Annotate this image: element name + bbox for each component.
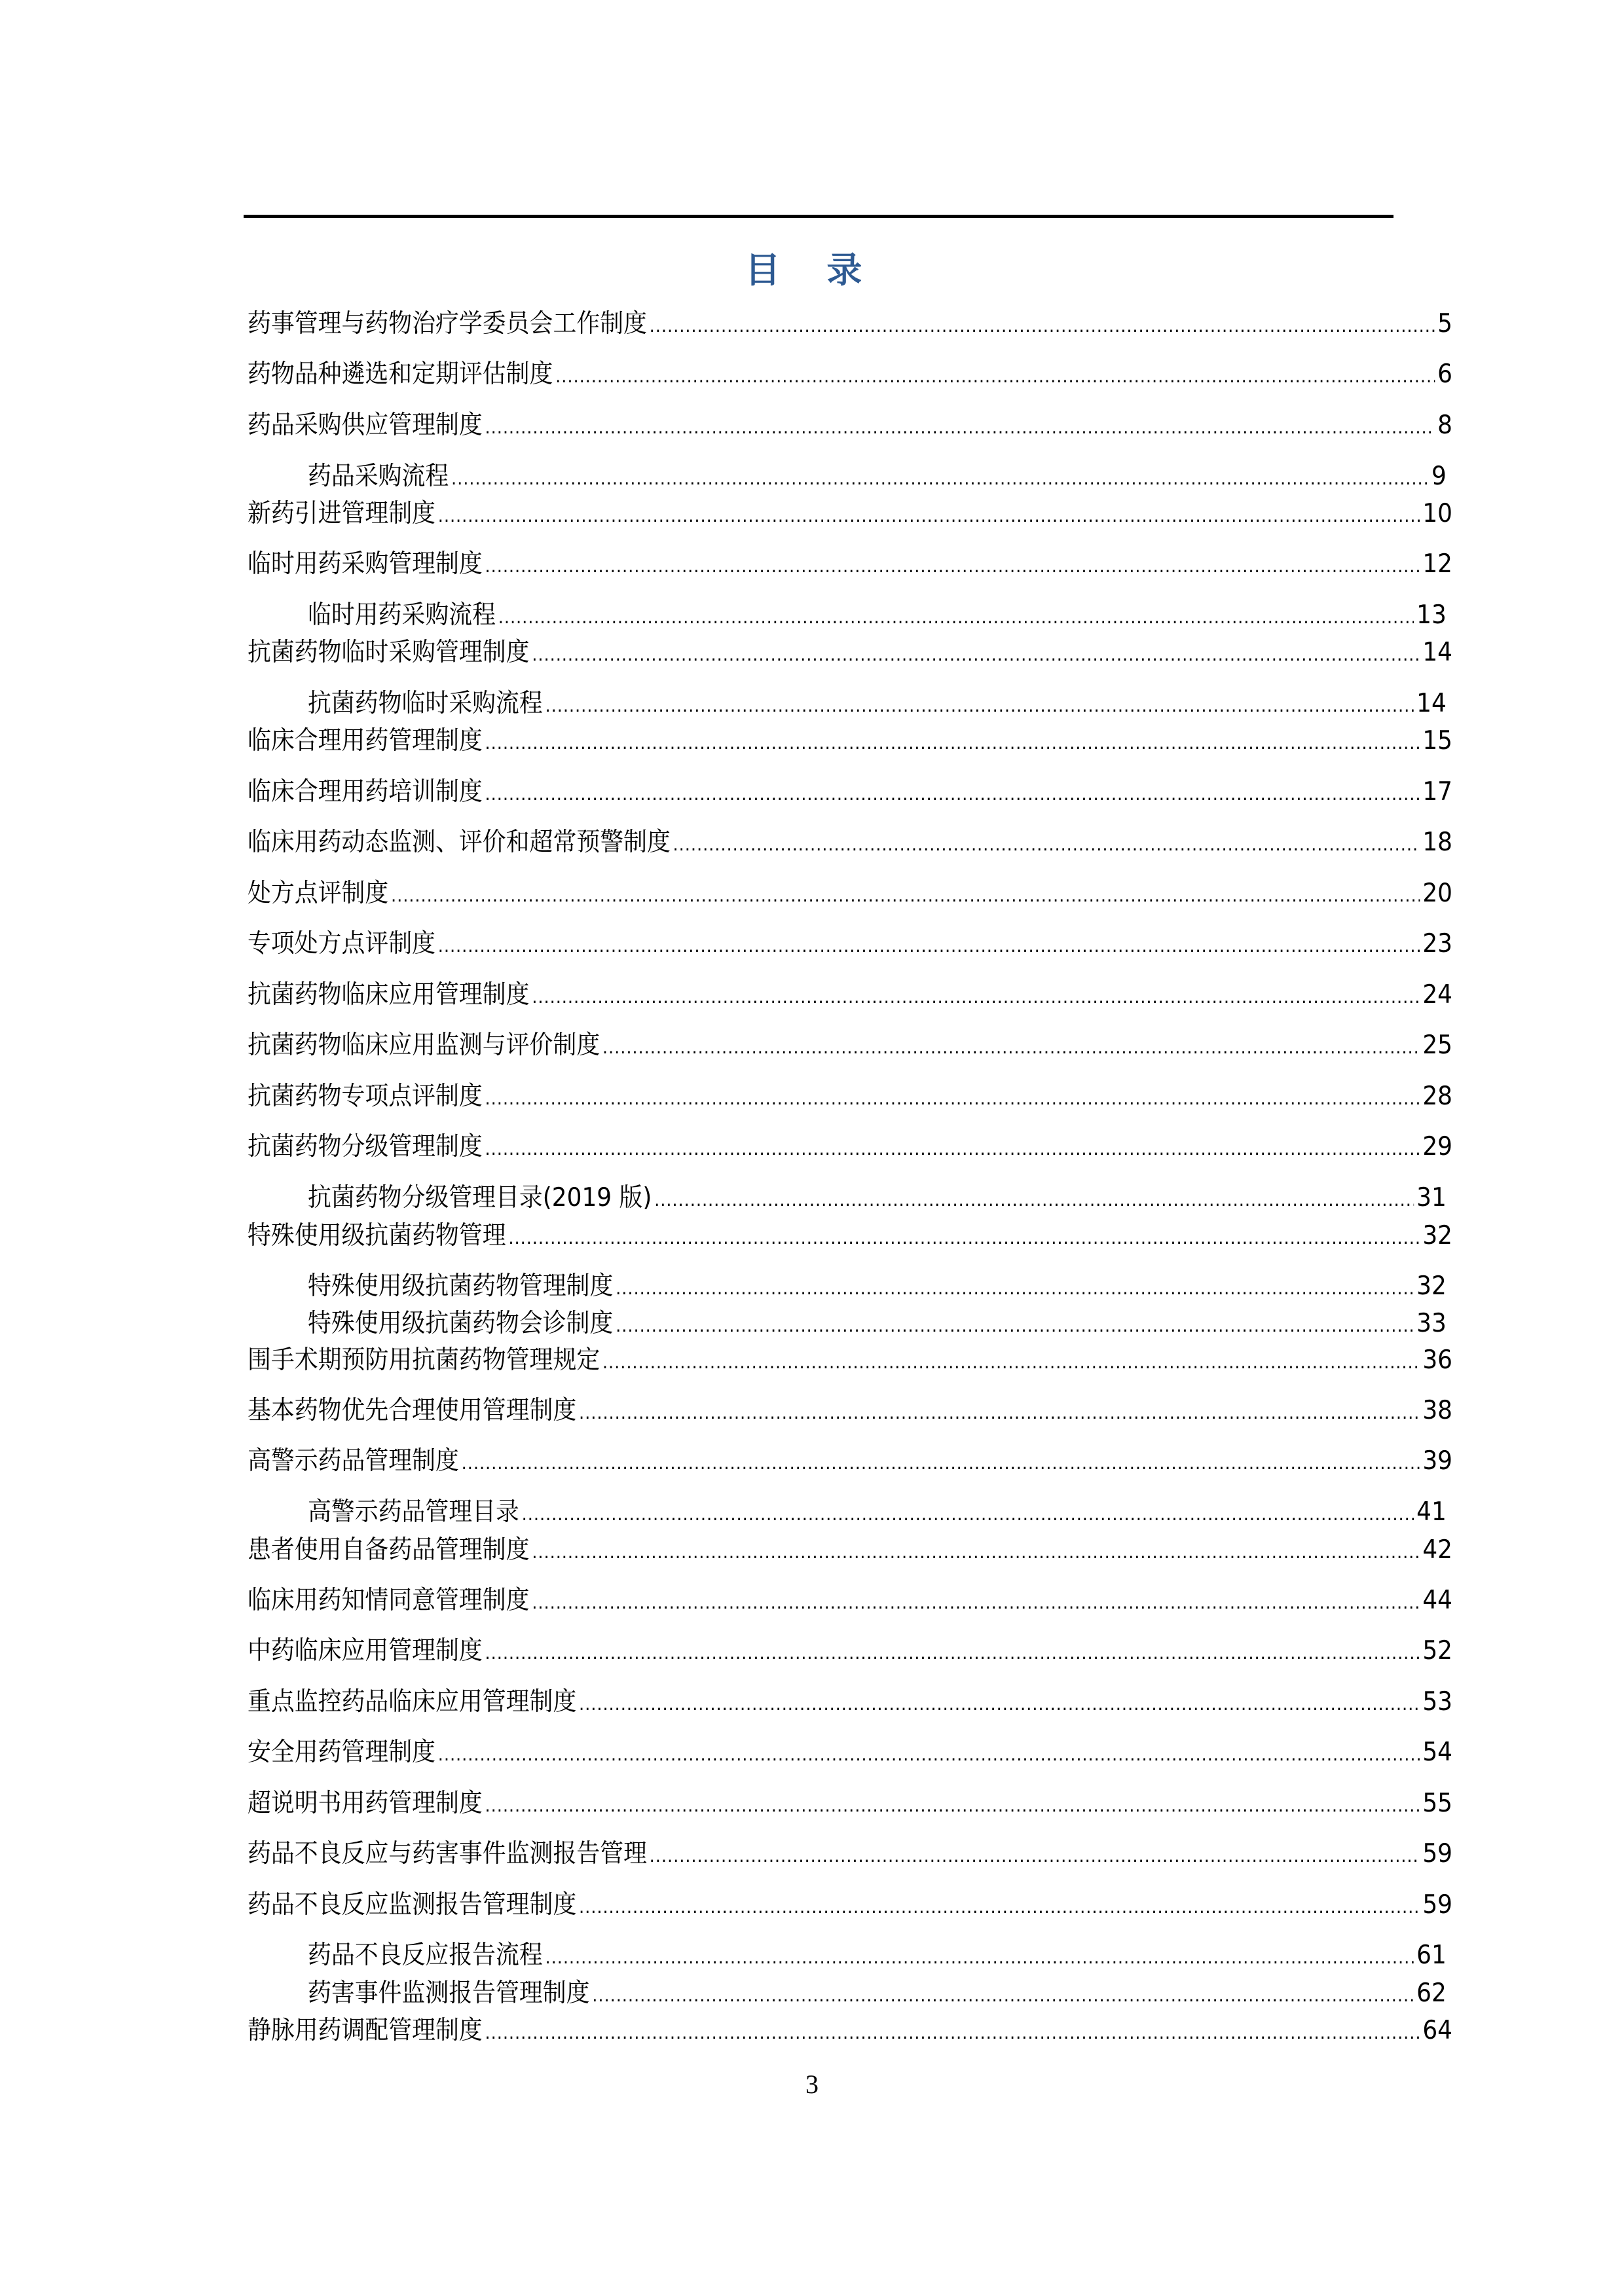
dot-leader bbox=[508, 1222, 1420, 1254]
toc-subentry[interactable] bbox=[308, 1497, 1447, 1530]
toc-entry-label: 特殊使用级抗菌药物管理制度 bbox=[308, 1271, 614, 1301]
toc-entry-label: 重点监控药品临床应用管理制度 bbox=[248, 1687, 577, 1717]
toc-entry[interactable] bbox=[248, 725, 1452, 759]
toc-entry[interactable] bbox=[248, 1585, 1452, 1618]
toc-entry-page: 20 bbox=[1422, 879, 1452, 908]
toc-entry-label: 抗菌药物临时采购流程 bbox=[308, 689, 543, 718]
toc-entry[interactable] bbox=[248, 1686, 1452, 1720]
toc-entry-page: 41 bbox=[1416, 1497, 1447, 1527]
toc-subentry[interactable] bbox=[308, 1978, 1447, 2011]
toc-entry-label: 中药临床应用管理制度 bbox=[248, 1636, 483, 1666]
toc-entry-label: 高警示药品管理制度 bbox=[248, 1446, 459, 1476]
toc-entry-label: 抗菌药物专项点评制度 bbox=[248, 1082, 483, 1111]
dot-leader bbox=[485, 551, 1420, 582]
toc-subentry[interactable] bbox=[308, 1271, 1447, 1304]
dot-leader bbox=[602, 1347, 1420, 1378]
dot-leader bbox=[654, 1184, 1414, 1216]
toc-entry-page: 59 bbox=[1422, 1890, 1452, 1920]
dot-leader bbox=[616, 1310, 1414, 1341]
toc-entry-page: 54 bbox=[1422, 1738, 1452, 1767]
toc-entry-label: 药害事件监测报告管理制度 bbox=[308, 1978, 590, 2008]
toc-entry-label: 高警示药品管理目录 bbox=[308, 1497, 519, 1527]
toc-entry[interactable] bbox=[248, 1535, 1452, 1568]
toc-entry-label: 临床合理用药培训制度 bbox=[248, 777, 483, 807]
toc-entry-page: 23 bbox=[1422, 929, 1452, 958]
dot-leader bbox=[485, 1083, 1420, 1114]
toc-entry[interactable] bbox=[248, 1788, 1452, 1821]
dot-leader bbox=[650, 1840, 1420, 1872]
toc-entry[interactable] bbox=[248, 410, 1452, 443]
toc-entry-label: 抗菌药物分级管理制度 bbox=[248, 1132, 483, 1161]
dot-leader bbox=[485, 1637, 1420, 1669]
toc-subentry[interactable] bbox=[308, 1940, 1447, 1973]
dot-leader bbox=[555, 361, 1435, 392]
toc-entry-label: 临床用药知情同意管理制度 bbox=[248, 1586, 530, 1615]
toc-entry-page: 52 bbox=[1422, 1636, 1452, 1666]
dot-leader bbox=[498, 602, 1414, 633]
toc-entry-page: 28 bbox=[1422, 1082, 1452, 1111]
toc-entry-page: 32 bbox=[1416, 1271, 1447, 1301]
toc-entry-label: 安全用药管理制度 bbox=[248, 1738, 436, 1767]
toc-entry[interactable] bbox=[248, 776, 1452, 810]
toc-entry-page: 32 bbox=[1422, 1221, 1452, 1250]
toc-entry-page: 62 bbox=[1416, 1978, 1447, 2008]
toc-entry-page: 6 bbox=[1437, 359, 1452, 389]
toc-entry-page: 64 bbox=[1422, 2016, 1452, 2045]
toc-entry[interactable] bbox=[248, 1737, 1452, 1770]
toc-entry-page: 15 bbox=[1422, 726, 1452, 756]
toc-entry-label: 抗菌药物临床应用监测与评价制度 bbox=[248, 1030, 600, 1060]
toc-entry-label: 药品不良反应监测报告管理制度 bbox=[248, 1890, 577, 1920]
toc-entry[interactable] bbox=[248, 1838, 1452, 1872]
toc-entry[interactable] bbox=[248, 1081, 1452, 1114]
toc-entry-label: 临时用药采购管理制度 bbox=[248, 549, 483, 579]
toc-entry-label: 药品采购流程 bbox=[308, 462, 449, 491]
toc-entry-page: 44 bbox=[1422, 1586, 1452, 1615]
toc-entry-page: 39 bbox=[1422, 1446, 1452, 1476]
toc-entry-page: 18 bbox=[1422, 828, 1452, 857]
toc-entry[interactable] bbox=[248, 2015, 1452, 2049]
toc-entry-page: 36 bbox=[1422, 1345, 1452, 1375]
toc-entry-label: 抗菌药物分级管理目录(2019 版) bbox=[308, 1183, 652, 1212]
toc-entry-page: 9 bbox=[1431, 462, 1447, 491]
toc-entry-page: 14 bbox=[1422, 638, 1452, 667]
toc-subentry[interactable] bbox=[308, 600, 1447, 633]
dot-leader bbox=[522, 1499, 1414, 1530]
toc-entry-page: 17 bbox=[1422, 777, 1452, 807]
dot-leader bbox=[616, 1273, 1414, 1304]
toc-entry-label: 新药引进管理制度 bbox=[248, 499, 436, 528]
toc-entry[interactable] bbox=[248, 308, 1452, 342]
dot-leader bbox=[673, 829, 1420, 860]
toc-entry-page: 59 bbox=[1422, 1839, 1452, 1868]
dot-leader bbox=[438, 1739, 1420, 1770]
dot-leader bbox=[485, 1133, 1420, 1165]
toc-entry-label: 围手术期预防用抗菌药物管理规定 bbox=[248, 1345, 600, 1375]
toc-entry-page: 31 bbox=[1416, 1183, 1447, 1212]
toc-entry-label: 临床合理用药管理制度 bbox=[248, 726, 483, 756]
toc-entry[interactable] bbox=[248, 1030, 1452, 1063]
toc-entry-label: 药品采购供应管理制度 bbox=[248, 410, 483, 440]
toc-entry-page: 5 bbox=[1437, 309, 1452, 338]
toc-entry[interactable] bbox=[248, 827, 1452, 860]
toc-entry-label: 抗菌药物临床应用管理制度 bbox=[248, 980, 530, 1010]
dot-leader bbox=[545, 690, 1414, 721]
toc-entry-page: 29 bbox=[1422, 1132, 1452, 1161]
toc-title: 目 录 bbox=[745, 249, 879, 291]
toc-entry-page: 13 bbox=[1416, 600, 1447, 630]
toc-entry-page: 25 bbox=[1422, 1030, 1452, 1060]
toc-entry-label: 药品不良反应报告流程 bbox=[308, 1941, 543, 1970]
dot-leader bbox=[391, 880, 1420, 911]
page-number: 3 bbox=[805, 2069, 819, 2099]
dot-leader bbox=[579, 1891, 1420, 1923]
toc-entry[interactable] bbox=[248, 1635, 1452, 1669]
toc-entry-label: 基本药物优先合理使用管理制度 bbox=[248, 1396, 577, 1425]
dot-leader bbox=[462, 1448, 1420, 1479]
toc-entry-label: 专项处方点评制度 bbox=[248, 929, 436, 958]
dot-leader bbox=[532, 639, 1420, 670]
dot-leader bbox=[532, 981, 1420, 1013]
toc-entry-page: 10 bbox=[1422, 499, 1452, 528]
dot-leader bbox=[532, 1537, 1420, 1568]
dot-leader bbox=[602, 1032, 1420, 1063]
toc-entry-page: 24 bbox=[1422, 980, 1452, 1010]
toc-entry-label: 抗菌药物临时采购管理制度 bbox=[248, 638, 530, 667]
toc-subentry[interactable] bbox=[308, 1308, 1447, 1341]
toc-entry[interactable] bbox=[248, 979, 1452, 1013]
dot-leader bbox=[485, 778, 1420, 810]
toc-entry[interactable] bbox=[248, 1345, 1452, 1378]
toc-entry-page: 61 bbox=[1416, 1941, 1447, 1970]
dot-leader bbox=[650, 310, 1435, 342]
toc-entry-page: 8 bbox=[1437, 410, 1452, 440]
toc-entry[interactable] bbox=[248, 498, 1452, 532]
dot-leader bbox=[592, 1980, 1414, 2011]
toc-entry-label: 药事管理与药物治疗学委员会工作制度 bbox=[248, 309, 647, 338]
dot-leader bbox=[579, 1688, 1420, 1720]
toc-entry-label: 临床用药动态监测、评价和超常预警制度 bbox=[248, 828, 671, 857]
dot-leader bbox=[545, 1942, 1414, 1973]
toc-subentry[interactable] bbox=[308, 1182, 1447, 1216]
toc-entry-label: 超说明书用药管理制度 bbox=[248, 1789, 483, 1818]
toc-entry-label: 临时用药采购流程 bbox=[308, 600, 496, 630]
toc-subentry[interactable] bbox=[308, 461, 1447, 494]
dot-leader bbox=[485, 412, 1435, 443]
dot-leader bbox=[485, 2017, 1420, 2049]
toc-entry[interactable] bbox=[248, 1446, 1452, 1479]
toc-entry-label: 特殊使用级抗菌药物管理 bbox=[248, 1221, 506, 1250]
toc-entry-page: 53 bbox=[1422, 1687, 1452, 1717]
dot-leader bbox=[485, 1790, 1420, 1821]
toc-entry[interactable] bbox=[248, 359, 1452, 392]
toc-entry-label: 处方点评制度 bbox=[248, 879, 389, 908]
toc-entry-page: 38 bbox=[1422, 1396, 1452, 1425]
toc-entry[interactable] bbox=[248, 1220, 1452, 1254]
toc-entry-label: 药物品种遴选和定期评估制度 bbox=[248, 359, 553, 389]
toc-entry-page: 42 bbox=[1422, 1535, 1452, 1565]
toc-entry[interactable] bbox=[248, 928, 1452, 962]
dot-leader bbox=[451, 463, 1429, 494]
toc-entry-page: 55 bbox=[1422, 1789, 1452, 1818]
toc-subentry[interactable] bbox=[308, 688, 1447, 721]
toc-entry-page: 12 bbox=[1422, 549, 1452, 579]
toc-entry-label: 静脉用药调配管理制度 bbox=[248, 2016, 483, 2045]
toc-entry[interactable] bbox=[248, 637, 1452, 670]
toc-entry-label: 患者使用自备药品管理制度 bbox=[248, 1535, 530, 1565]
dot-leader bbox=[485, 727, 1420, 759]
toc-entry-page: 14 bbox=[1416, 689, 1447, 718]
dot-leader bbox=[438, 500, 1420, 532]
toc-entry-label: 药品不良反应与药害事件监测报告管理 bbox=[248, 1839, 647, 1868]
dot-leader bbox=[579, 1397, 1420, 1429]
toc-entry[interactable] bbox=[248, 1395, 1452, 1429]
toc-entry[interactable] bbox=[248, 549, 1452, 582]
dot-leader bbox=[532, 1587, 1420, 1618]
dot-leader bbox=[438, 930, 1420, 962]
toc-entry-page: 33 bbox=[1416, 1309, 1447, 1338]
toc-entry[interactable] bbox=[248, 1131, 1452, 1165]
toc-entry[interactable] bbox=[248, 878, 1452, 911]
toc-entry-label: 特殊使用级抗菌药物会诊制度 bbox=[308, 1309, 614, 1338]
toc-entry[interactable] bbox=[248, 1889, 1452, 1923]
